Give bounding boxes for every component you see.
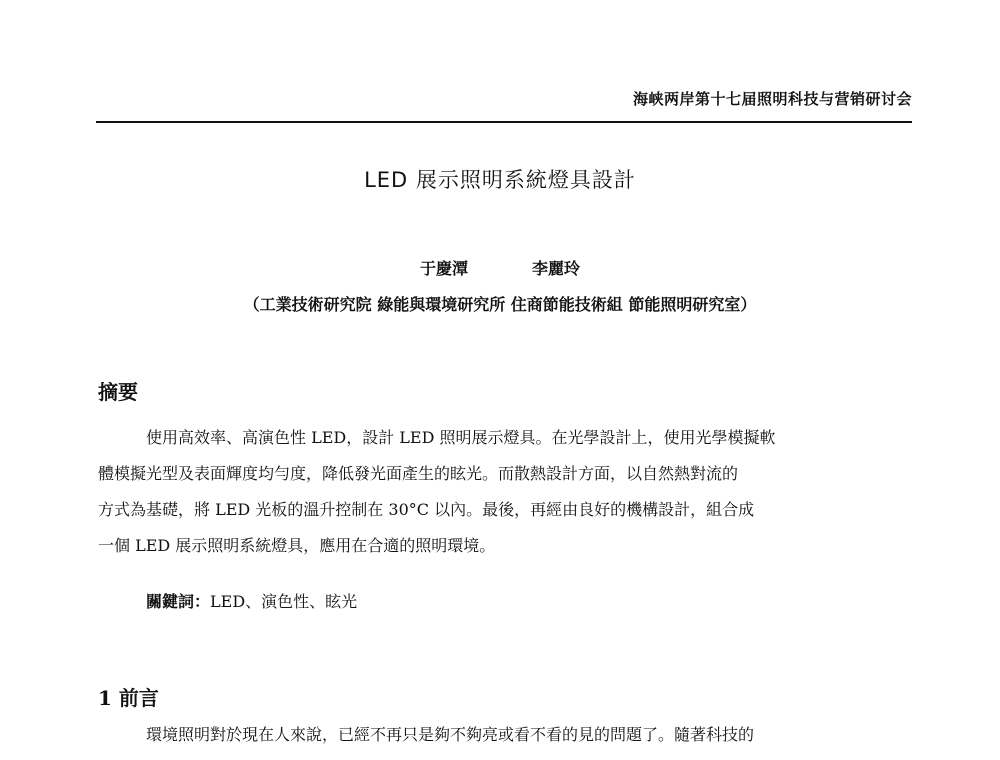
keywords-label: 關鍵詞： (146, 592, 211, 611)
introduction-line: 環境照明對於現在人來說，已經不再只是夠不夠亮或看不看的見的問題了。隨著科技的 (146, 725, 755, 744)
conference-header: 海峡两岸第十七届照明科技与营销研讨会 (632, 90, 912, 108)
abstract-line: 體模擬光型及表面輝度均勻度，降低發光面產生的眩光。而散熱設計方面，以自然熱對流的 (98, 464, 739, 483)
introduction-heading: 1 前言 (98, 686, 159, 710)
header-divider (96, 121, 912, 123)
abstract-heading: 摘要 (98, 380, 138, 404)
paper-title: LED 展示照明系統燈具設計 (364, 168, 636, 192)
keywords-text: LED、演色性、眩光 (210, 592, 358, 611)
abstract-line: 方式為基礎，將 LED 光板的溫升控制在 30°C 以內。最後，再經由良好的機構設計，組合成 (98, 500, 755, 519)
keywords (146, 589, 357, 612)
abstract-line: 一個 LED 展示照明系統燈具，應用在合適的照明環境。 (98, 536, 496, 555)
author-list (0, 256, 1000, 279)
author-name: 于慶潭 (419, 259, 468, 278)
abstract-line: 使用高效率、高演色性 LED，設計 LED 照明展示燈具。在光學設計上，使用光學模擬軟 (146, 428, 776, 447)
affiliation: （工業技術研究院 綠能與環境研究所 住商節能技術組 節能照明研究室） (243, 295, 757, 314)
author-name: 李麗玲 (532, 259, 581, 278)
